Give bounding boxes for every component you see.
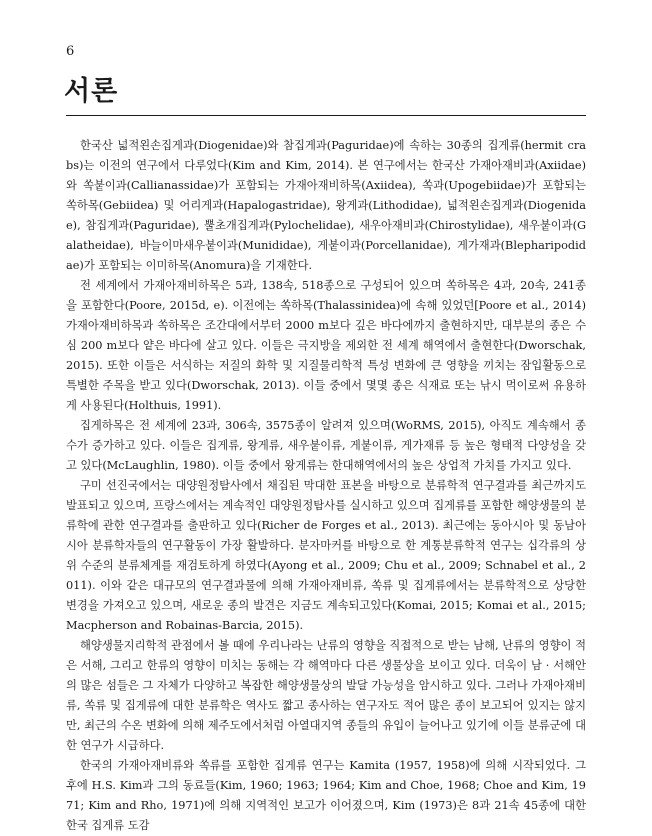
body-text [66,136,586,836]
paragraph: 한국산 넓적왼손집게과(Diogenidae)와 참집게과(Paguridae)에 속하는 30종의 집게류(hermit crabs)는 이전의 연구에서 다루었다(Kim and Kim, 2014). 본 연구에서는 한국산 가재아재비과(Axiidae)와 쏙붙이과(Callianassidae)가 포함되는 가재아재비하목(Axiidea), 쏙과(Upogebiidae)가 포함되는 쏙하목(Gebiidea) 및 어리게과(Hapalogastridae), 왕게과(Lithodidae), 넓적왼손집게과(Diogenidae), 참집게과(Paguridae), 뿔초개집게과(Pylochelidae), 새우아재비과(Chirostylidae), 새우붙이과(Galatheidae), 바늘이마새우붙이과(Munididae), 게붙이과(Porcellanidae), 게가재과(Blepharipodidae)가 포함되는 이미하목(Anomura)을 기재한다. [66,139,586,272]
page-number: 6 [66,44,75,59]
paragraph: 해양생물지리학적 관점에서 볼 때에 우리나라는 난류의 영향을 직접적으로 받는 남해, 난류의 영향이 적은 서해, 그리고 한류의 영향이 미치는 동해는 각 해역마다 다른 생물상을 보이고 있다. 더욱이 남 · 서해안의 많은 섬들은 그 자체가 다양하고 복잡한 해양생물상의 발달 가능성을 암시하고 있다. 그러나 가재아재비류, 쏙류 및 집게류에 대한 분류학은 역사도 짧고 종사하는 연구자도 적어 많은 종이 보고되어 있지는 않지만, 최근의 수온 변화에 의해 제주도에서처럼 아열대지역 종들의 유입이 늘어나고 있기에 이들 분류군에 대한 연구가 시급하다. [66,639,586,752]
title-rule [66,115,586,116]
paragraph: 전 세계에서 가재아재비하목은 5과, 138속, 518종으로 구성되어 있으며 쏙하목은 4과, 20속, 241종을 포함한다(Poore, 2015d, e). 이전에는 쏙하목(Thalassinidea)에 속해 있었던[Poore et al., 2014) 가재아재비하목과 쏙하목은 조간대에서부터 2000 m보다 깊은 바다에까지 출현하지만, 대부분의 종은 수심 200 m보다 얕은 바다에 살고 있다. 이들은 극지방을 제외한 전 세계 해역에서 출현한다(Dworschak, 2015). 또한 이들은 서식하는 저질의 화학 및 지질물리학적 특성 변화에 큰 영향을 끼치는 잠입활동으로 특별한 주목을 받고 있다(Dworschak, 2013). 이들 중에서 몇몇 종은 식재료 또는 낚시 먹이로써 유용하게 사용된다(Holthuis, 1991). [66,279,586,412]
paragraph: 한국의 가재아재비류와 쏙류를 포함한 집게류 연구는 Kamita (1957, 1958)에 의해 시작되었다. 그 후에 H.S. Kim과 그의 동료들(Kim, 1960; 1963; 1964; Kim and Choe, 1968; Choe and Kim, 1971; Kim and Rho, 1971)에 의해 지역적인 보고가 이어졌으며, Kim (1973)은 8과 21속 45종에 대한 한국 집게류 도감 [66,759,586,832]
paragraph: 구미 선진국에서는 대양원정탐사에서 채집된 막대한 표본을 바탕으로 분류학적 연구결과를 최근까지도 발표되고 있으며, 프랑스에서는 계속적인 대양원정탐사를 실시하고 있으며 집게류를 포함한 해양생물의 분류학에 관한 연구결과를 출판하고 있다(Richer de Forges et al., 2013). 최근에는 동아시아 및 동남아시아 분류학자들의 연구활동이 가장 활발하다. 분자마커를 바탕으로 한 계통분류학적 연구는 십각류의 상위 수준의 분류체계를 재검토하게 하였다(Ayong et al., 2009; Chu et al., 2009; Schnabel et al., 2011). 이와 같은 대규모의 연구결과물에 의해 가재아재비류, 쏙류 및 집게류에서는 분류학적으로 상당한 변경을 가져오고 있으며, 새로운 종의 발견은 지금도 계속되고있다(Komai, 2015; Komai et al., 2015; Macpherson and Robainas-Barcia, 2015). [66,479,586,632]
section-title: 서론 [64,76,119,107]
paragraph: 집게하목은 전 세계에 23과, 306속, 3575종이 알려져 있으며(WoRMS, 2015), 아직도 계속해서 종 수가 증가하고 있다. 이들은 집게류, 왕게류, 새우붙이류, 게붙이류, 게가재류 등 높은 형태적 다양성을 갖고 있다(McLaughlin, 1980). 이들 중에서 왕게류는 한대해역에서의 높은 상업적 가치를 가지고 있다. [66,419,586,472]
